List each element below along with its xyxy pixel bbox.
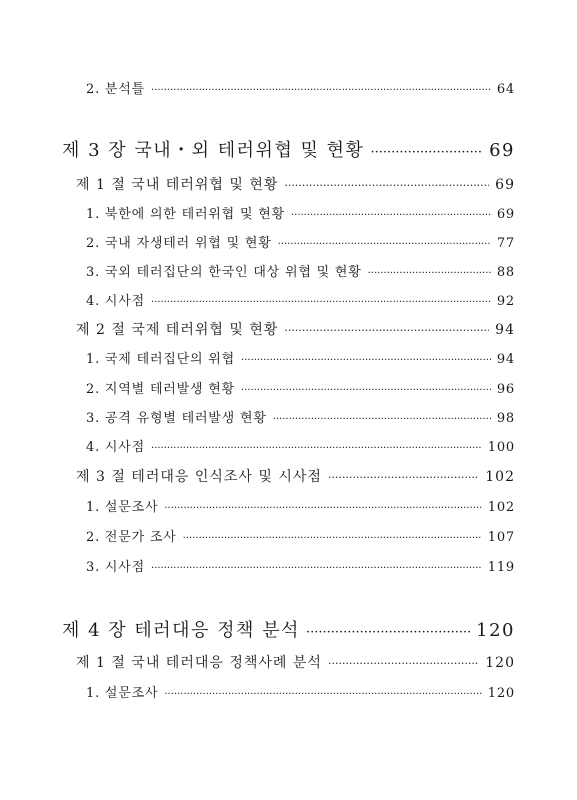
toc-entry-title: 제 1 절 국내 테러위협 및 현황 (76, 177, 279, 193)
toc-entry-page-number: 119 (487, 560, 515, 575)
toc-entry-page-number: 94 (495, 322, 515, 338)
toc-entry-title: 3. 시사점 (86, 560, 146, 575)
toc-item-row[interactable] (86, 407, 515, 427)
toc-entry-title: 2. 분석틀 (86, 82, 146, 97)
toc-entry-page-number: 94 (496, 352, 515, 367)
toc-entry-title: 3. 국외 테러집단의 한국인 대상 위협 및 현황 (86, 265, 362, 280)
toc-section-row[interactable] (76, 466, 515, 486)
toc-item-row[interactable] (86, 556, 515, 576)
toc-item-row[interactable] (86, 203, 515, 223)
toc-entry-title: 1. 설문조사 (86, 500, 159, 515)
toc-entry-title: 4. 시사점 (86, 440, 146, 455)
toc-entry-page-number: 120 (476, 620, 515, 641)
dot-leader (151, 563, 482, 574)
toc-entry-page-number: 69 (496, 207, 515, 222)
toc-entry-title: 4. 시사점 (86, 294, 146, 309)
toc-entry-title: 2. 국내 자생테러 위협 및 현황 (86, 236, 272, 251)
toc-item-row[interactable] (86, 496, 515, 516)
toc-entry-page-number: 102 (485, 469, 515, 485)
toc-entry-title: 3. 공격 유형별 테러발생 현황 (86, 411, 267, 426)
toc-entry-page-number: 88 (496, 265, 515, 280)
toc-item-row[interactable] (86, 232, 515, 252)
toc-entry-title: 제 1 절 국내 테러대응 정책사례 분석 (76, 655, 322, 671)
toc-entry-page-number: 96 (496, 382, 515, 397)
toc-item-row[interactable] (86, 682, 515, 702)
dot-leader (151, 443, 482, 454)
toc-entry-page-number: 92 (496, 294, 515, 309)
toc-item-row[interactable] (86, 436, 515, 456)
dot-leader (370, 145, 483, 160)
dot-leader (241, 385, 491, 396)
dot-leader (164, 689, 481, 700)
toc-section-row[interactable] (76, 652, 515, 672)
toc-entry-title: 2. 전문가 조사 (86, 530, 177, 545)
dot-leader (273, 414, 491, 425)
toc-entry-title: 2. 지역별 테러발생 현황 (86, 382, 236, 397)
toc-section-row[interactable] (76, 319, 515, 339)
toc-chapter-row[interactable] (62, 136, 515, 160)
dot-leader (164, 503, 481, 514)
dot-leader (151, 297, 491, 308)
toc-entry-title: 제 3 절 테러대응 인식조사 및 시사점 (76, 469, 322, 485)
toc-item-row[interactable] (86, 290, 515, 310)
toc-entry-page-number: 107 (487, 530, 515, 545)
dot-leader (284, 179, 489, 192)
dot-leader (306, 625, 470, 640)
dot-leader (368, 268, 491, 279)
toc-item-row[interactable] (86, 348, 515, 368)
dot-leader (291, 210, 491, 221)
toc-entry-title: 제 2 절 국제 테러위협 및 현황 (76, 322, 279, 338)
toc-entry-page-number: 120 (487, 686, 515, 701)
toc-entry-title: 1. 국제 테러집단의 위협 (86, 352, 236, 367)
toc-item-row[interactable] (86, 78, 515, 98)
toc-section-row[interactable] (76, 174, 515, 194)
dot-leader (284, 324, 489, 337)
toc-entry-page-number: 69 (495, 177, 515, 193)
toc-entry-page-number: 64 (496, 82, 515, 97)
toc-item-row[interactable] (86, 261, 515, 281)
toc-entry-page-number: 102 (487, 500, 515, 515)
toc-entry-page-number: 120 (485, 655, 515, 671)
toc-item-row[interactable] (86, 378, 515, 398)
dot-leader (278, 239, 491, 250)
dot-leader (151, 85, 491, 96)
toc-item-row[interactable] (86, 526, 515, 546)
toc-entry-page-number: 69 (489, 140, 515, 161)
dot-leader (328, 471, 479, 484)
dot-leader (241, 355, 491, 366)
toc-entry-page-number: 100 (487, 440, 515, 455)
toc-entry-page-number: 77 (496, 236, 515, 251)
dot-leader (328, 657, 479, 670)
toc-entry-title: 1. 설문조사 (86, 686, 159, 701)
toc-entry-title: 제 4 장 테러대응 정책 분석 (62, 620, 300, 641)
toc-entry-title: 1. 북한에 의한 테러위협 및 현황 (86, 207, 285, 222)
toc-entry-page-number: 98 (496, 411, 515, 426)
dot-leader (183, 533, 482, 544)
toc-chapter-row[interactable] (62, 616, 515, 640)
toc-entry-title: 제 3 장 국내・외 테러위협 및 현황 (62, 140, 365, 161)
